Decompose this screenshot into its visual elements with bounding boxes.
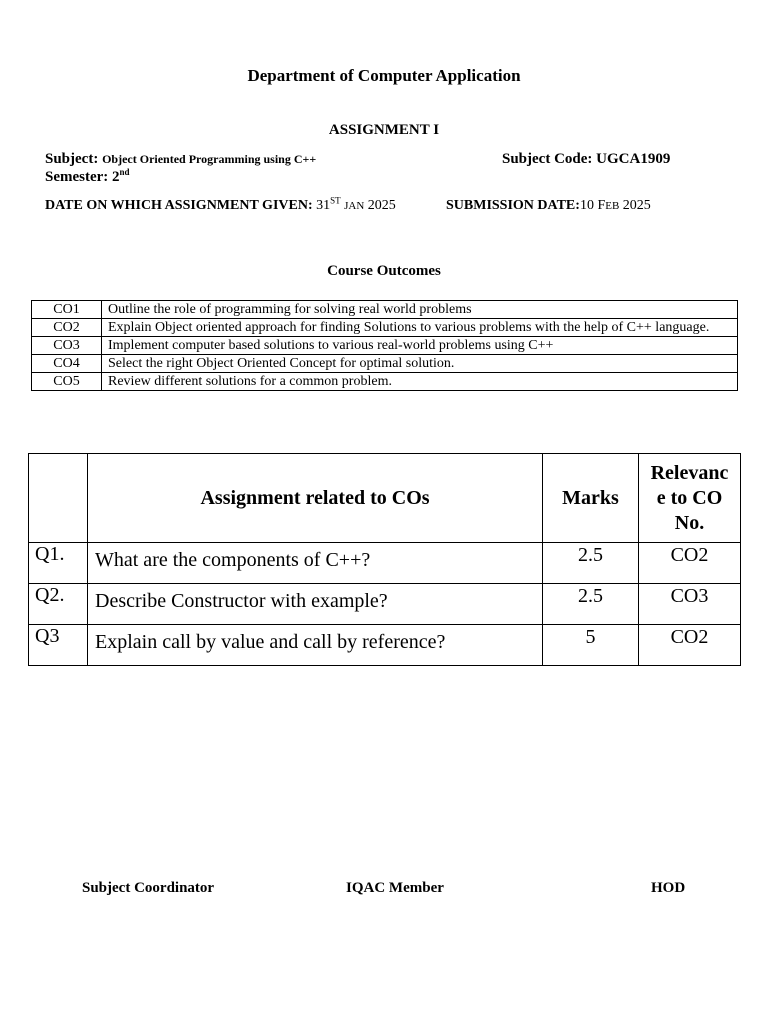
co-row — [32, 319, 738, 337]
semester-line — [45, 169, 130, 186]
signature-subject-coordinator: Subject Coordinator — [82, 880, 215, 896]
assignment-questions-table — [28, 453, 741, 666]
given-day-suffix: ST — [330, 195, 341, 206]
co-id: CO4 — [32, 355, 102, 373]
question-marks: 2.5 — [543, 584, 639, 625]
header-empty-cell — [29, 454, 88, 543]
header-relevance — [639, 454, 741, 543]
subject-value: Object Oriented Programming using C++ — [102, 152, 317, 166]
semester-value: 2 — [112, 169, 120, 185]
header-relevance-line: Relevanc — [650, 461, 729, 484]
question-row — [29, 584, 741, 625]
subject-code-line — [502, 151, 670, 168]
question-text: Explain call by value and call by reference? — [88, 625, 543, 666]
question-co: CO3 — [639, 584, 741, 625]
signature-hod: HOD — [651, 880, 686, 896]
co-id: CO3 — [32, 337, 102, 355]
subject-line — [45, 151, 316, 168]
co-description: Implement computer based solutions to various real-world problems using C++ — [102, 337, 738, 355]
question-marks: 2.5 — [543, 543, 639, 584]
given-month: JAN — [344, 200, 365, 212]
given-day: 31 — [316, 198, 331, 213]
header-assignment: Assignment related to COs — [88, 454, 543, 543]
co-row — [32, 301, 738, 319]
question-number: Q1. — [29, 543, 88, 584]
header-marks: Marks — [543, 454, 639, 543]
given-date-label: DATE ON WHICH ASSIGNMENT GIVEN: — [45, 198, 313, 213]
signature-iqac-member: IQAC Member — [346, 880, 444, 896]
question-number: Q3 — [29, 625, 88, 666]
question-marks: 5 — [543, 625, 639, 666]
question-co: CO2 — [639, 543, 741, 584]
co-description: Explain Object oriented approach for finding Solutions to various problems with the help of C++ language. — [102, 319, 738, 337]
header-relevance-line: e to CO — [656, 486, 723, 509]
co-id: CO5 — [32, 373, 102, 391]
subject-code-value: UGCA1909 — [596, 151, 671, 167]
co-row — [32, 355, 738, 373]
question-number: Q2. — [29, 584, 88, 625]
question-co: CO2 — [639, 625, 741, 666]
subject-label: Subject: — [45, 151, 99, 167]
co-row — [32, 337, 738, 355]
question-row — [29, 543, 741, 584]
submission-month-initial: F — [597, 198, 606, 213]
header-relevance-line: No. — [674, 511, 705, 534]
course-outcomes-title: Course Outcomes — [327, 263, 441, 279]
course-outcomes-table — [31, 300, 738, 391]
submission-month-rest: EB — [605, 200, 620, 212]
co-id: CO2 — [32, 319, 102, 337]
semester-suffix: nd — [119, 167, 130, 177]
submission-date — [446, 198, 651, 214]
co-description: Review different solutions for a common problem. — [102, 373, 738, 391]
given-year: 2025 — [367, 198, 396, 213]
assignment-title: ASSIGNMENT I — [328, 122, 440, 138]
subject-code-label: Subject Code: — [502, 151, 593, 167]
question-text: What are the components of C++? — [88, 543, 543, 584]
co-id: CO1 — [32, 301, 102, 319]
assignment-given-date — [45, 195, 396, 214]
question-text: Describe Constructor with example? — [88, 584, 543, 625]
semester-label: Semester: — [45, 169, 109, 185]
table-header-row — [29, 454, 741, 543]
submission-date-label: SUBMISSION DATE: — [446, 198, 580, 213]
department-title: Department of Computer Application — [247, 66, 521, 85]
co-row — [32, 373, 738, 391]
submission-day: 10 — [579, 198, 594, 213]
submission-year: 2025 — [622, 198, 651, 213]
co-description: Select the right Object Oriented Concept for optimal solution. — [102, 355, 738, 373]
co-description: Outline the role of programming for solving real world problems — [102, 301, 738, 319]
question-row — [29, 625, 741, 666]
